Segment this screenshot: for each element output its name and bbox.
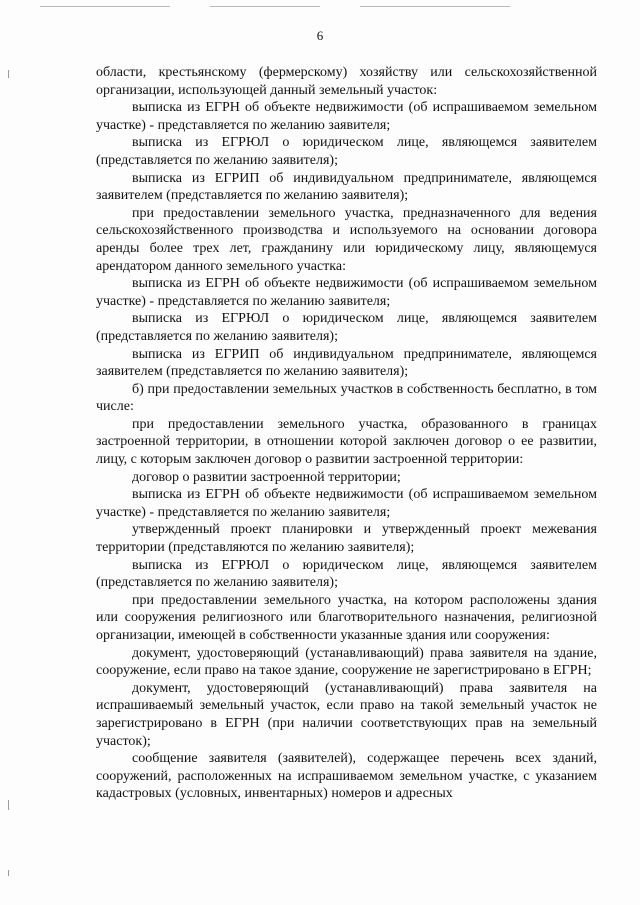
paragraph: договор о развитии застроенной территории;	[132, 469, 401, 485]
scan-artifact-tick	[8, 870, 9, 876]
paragraph: утвержденный проект планировки и утвержденный проект межевания территории (представляются по желанию заявителя);	[96, 522, 597, 556]
document-body	[96, 64, 597, 803]
paragraph: выписка из ЕГРИП об индивидуальном предпринимателе, являющемся заявителем (представляется по желанию заявителя);	[96, 346, 597, 380]
paragraph: при предоставлении земельного участка, образованного в границах застроенной территории, в отношении которой заключен договор о ее развитии, лицу, с которым заключен договор о развитии застроенной территории:	[96, 416, 597, 468]
scan-artifact-tick	[8, 70, 9, 78]
paragraph: при предоставлении земельного участка, предназначенного для ведения сельскохозяйственного производства и используемого на основании договора аренды более трех лет, гражданину или юридическому лицу, являющемуся арендатором данного земельного участка:	[96, 205, 597, 274]
paragraph: выписка из ЕГРН об объекте недвижимости (об испрашиваемом земельном участке) - представляется по желанию заявителя;	[96, 487, 597, 520]
page-number: 6	[316, 28, 324, 43]
paragraph: области, крестьянскому (фермерскому) хозяйству или сельскохозяйственной организации, использующей данный земельный участок:	[96, 65, 597, 98]
paragraph: выписка из ЕГРЮЛ о юридическом лице, являющемся заявителем (представляется по желанию заявителя);	[96, 557, 597, 591]
paragraph: выписка из ЕГРН об объекте недвижимости (об испрашиваемом земельном участке) - представляется по желанию заявителя;	[96, 100, 597, 133]
paragraph: сообщение заявителя (заявителей), содержащее перечень всех зданий, сооружений, расположенных на испрашиваемом земельном участке, с указанием кадастровых (условных, инвентарных) номеров и адресных	[96, 751, 597, 802]
paragraph: при предоставлении земельного участка, на котором расположены здания или сооружения религиозного или благотворительного назначения, религиозной организации, имеющей в собственности указанные здания или сооружения:	[96, 592, 597, 643]
scan-artifact-tick	[8, 800, 9, 810]
paragraph: выписка из ЕГРЮЛ о юридическом лице, являющемся заявителем (представляется по желанию заявителя);	[96, 311, 597, 344]
paragraph: документ, удостоверяющий (устанавливающий) права заявителя на здание, сооружение, если право на такое здание, сооружение не зарегистрировано в ЕГРН;	[96, 645, 597, 679]
paragraph: документ, удостоверяющий (устанавливающий) права заявителя на испрашиваемый земельный участок, если право на такой земельный участок не зарегистрировано в ЕГРН (при наличии соответствующих прав на земельный участок);	[96, 680, 597, 749]
paragraph: выписка из ЕГРН об объекте недвижимости (об испрашиваемом земельном участке) - представляется по желанию заявителя;	[96, 276, 597, 309]
scan-artifact-line	[360, 6, 510, 7]
scan-artifact-line	[40, 6, 170, 7]
scan-artifact-line	[210, 6, 320, 7]
paragraph: выписка из ЕГРЮЛ о юридическом лице, являющемся заявителем (представляется по желанию заявителя);	[96, 135, 597, 168]
paragraph: выписка из ЕГРИП об индивидуальном предпринимателе, являющемся заявителем (представляется по желанию заявителя);	[96, 170, 597, 204]
paragraph: б) при предоставлении земельных участков в собственность бесплатно, в том числе:	[96, 381, 597, 415]
